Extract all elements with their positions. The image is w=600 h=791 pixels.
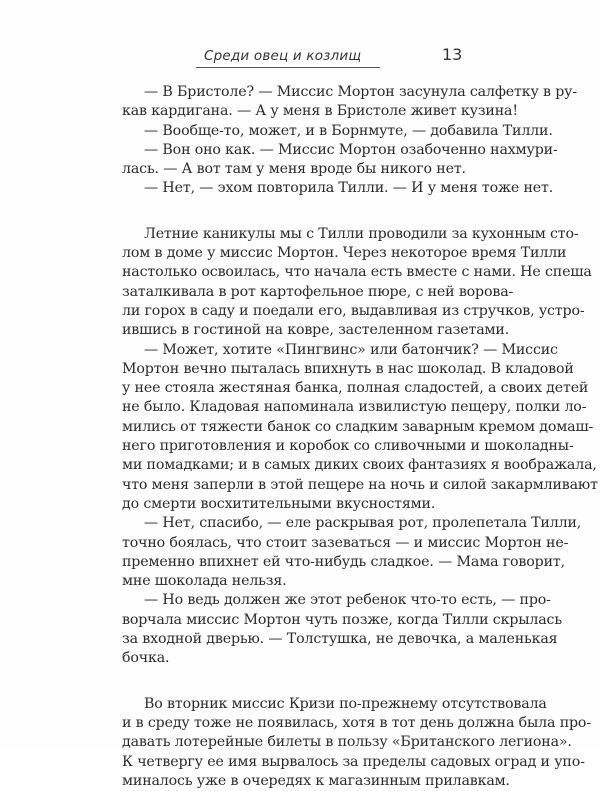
dialogue-paragraph: [122, 591, 562, 668]
text-line: лась. — А вот там у меня вроде бы никого нет.: [122, 161, 466, 178]
text-line: К четвергу ее имя вырвалось за пределы садовых оград и упо-: [122, 753, 585, 770]
text-line: до смерти восхитительными вкусностями.: [122, 495, 436, 512]
text-line: у нее стояла жестяная банка, полная сладостей, а своих детей: [122, 380, 589, 397]
page-number: 13: [442, 45, 463, 64]
text-line: — Вообще-то, может, и в Борнмуте, — добавила Тилли.: [144, 122, 553, 139]
section-break: [122, 669, 478, 695]
text-line: кав кардигана. — А у меня в Бристоле живет кузина!: [122, 103, 518, 120]
text-line: и в среду тоже не появилась, хотя в тот день должна была про-: [122, 714, 591, 731]
text-line: ли горох в саду и поедали его, выдавливая из стручков, устро-: [122, 302, 585, 319]
dialogue-paragraph: [122, 122, 553, 141]
text-line: ми помадками; и в самых диких своих фантазиях я воображала,: [122, 457, 597, 474]
text-line: него приготовления и коробок со сливочными и шоколадны-: [122, 438, 574, 455]
text-line: заталкивала в рот картофельное пюре, с ней воровa-: [122, 283, 514, 300]
text-line: ворчала миссис Мортон чуть позже, когда Тилли скрылась: [122, 611, 562, 628]
text-line: мне шоколада нельзя.: [122, 573, 287, 590]
body-text: [122, 83, 598, 791]
text-line: что меня заперли в этой пещере на ночь и силой закармливают: [122, 476, 598, 493]
text-line: пременно впихнет ей что-нибудь сладкое. — Мама говорит,: [122, 553, 565, 570]
text-line: — Может, хотите «Пингвинс» или батончик? — Миссис: [144, 341, 558, 358]
text-line: не было. Кладовая напоминала извилистую пещеру, полки ло-: [122, 399, 587, 416]
running-head: [196, 43, 380, 69]
text-line: Во вторник миссис Кризи по-прежнему отсутствовала: [144, 695, 547, 712]
text-line: бочка.: [122, 650, 170, 667]
paragraph: [122, 695, 591, 791]
text-line: настолько освоилась, что начала есть вместе с нами. Не спеша: [122, 264, 592, 281]
text-line: мились от тяжести банок со сладким заварным кремом домаш-: [122, 418, 594, 435]
dialogue-paragraph: [122, 514, 582, 591]
dialogue-paragraph: [122, 141, 558, 180]
dialogue-paragraph: [122, 83, 577, 122]
section-break: [122, 199, 478, 225]
text-line: — В Бристоле? — Миссис Мортон засунула салфетку в ру-: [144, 84, 577, 100]
text-line: давать лотерейные билеты в пользу «Британского легиона».: [122, 734, 572, 751]
text-line: — Вон оно как. — Миссис Мортон озабоченно нахмури-: [144, 141, 558, 158]
text-line: Летние каникулы мы с Тилли проводили за кухонным сто-: [144, 225, 579, 242]
text-line: точно боялась, что стоит зазеваться — и миссис Мортон не-: [122, 534, 569, 551]
running-title: Среди овец и козлищ: [204, 48, 362, 64]
dialogue-paragraph: [122, 341, 598, 515]
dialogue-paragraph: [122, 179, 554, 198]
running-head-rule: [196, 67, 380, 68]
text-line: лом в доме у миссис Мортон. Через некоторое время Тилли: [122, 245, 567, 262]
text-line: миналось уже в очередях к магазинным прилавкам.: [122, 772, 510, 789]
text-line: — Но ведь должен же этот ребенок что-то есть, — про-: [144, 592, 551, 609]
text-line: за входной дверью. — Толстушка, не девочка, а маленькая: [122, 631, 558, 648]
text-line: ившись в гостиной на ковре, застеленном газетами.: [122, 322, 510, 339]
text-line: — Нет, спасибо, — еле раскрывая рот, пролепетала Тилли,: [144, 515, 582, 532]
paragraph: [122, 225, 592, 341]
text-line: — Нет, — эхом повторила Тилли. — И у меня тоже нет.: [144, 180, 554, 197]
text-line: Мортон вечно пыталась впихнуть в нас шоколад. В кладовой: [122, 360, 574, 377]
